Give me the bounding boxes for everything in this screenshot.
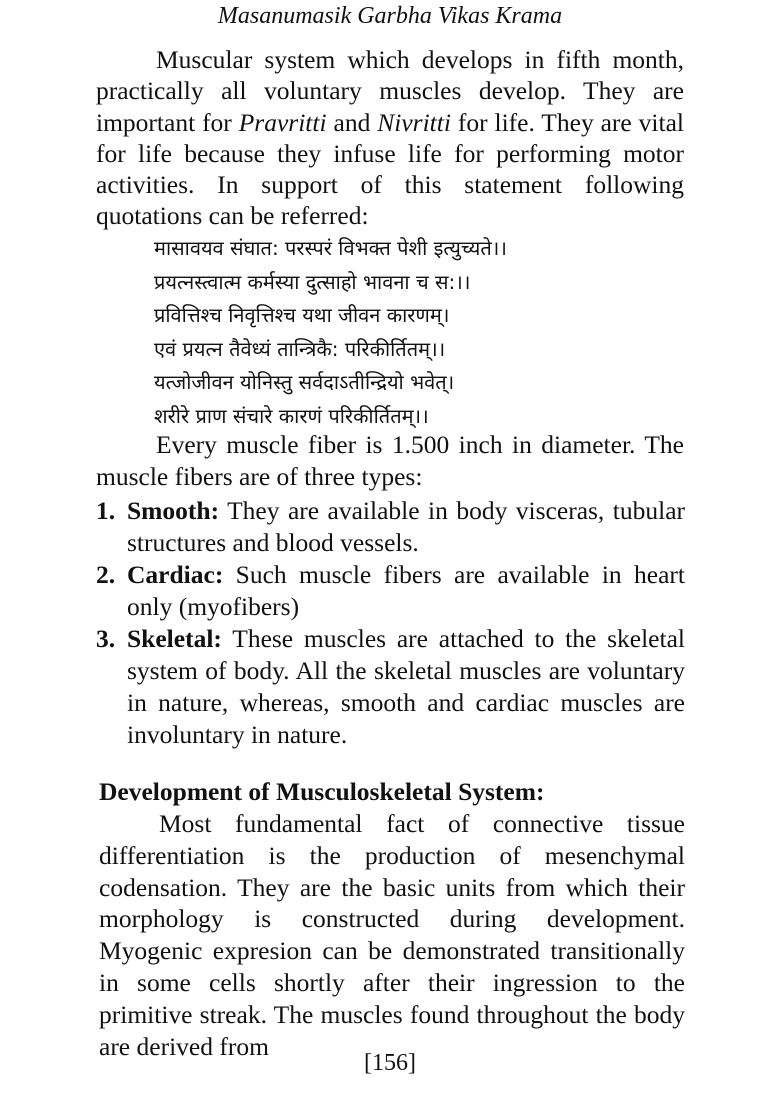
sanskrit-line: प्रवित्तिश्च निवृत्तिश्च यथा जीवन कारणम्। — [154, 303, 450, 327]
intro-paragraph — [96, 44, 684, 232]
intro-text-1: Muscular system which develops in fifth month, practically all voluntary muscles develop. They are important for — [96, 45, 684, 137]
sanskrit-line: मासावयव संघात: परस्परं विभक्त पेशी इत्युच्यते।। — [154, 236, 507, 260]
running-head: Masanumasik Garbha Vikas Krama — [217, 3, 563, 29]
list-term: Smooth: — [127, 496, 220, 525]
term-nivritti: Nivritti — [377, 107, 451, 137]
muscle-types-list — [96, 495, 685, 751]
sanskrit-quotation — [154, 232, 674, 433]
list-number: 2. — [96, 560, 116, 589]
list-number: 3. — [96, 624, 116, 653]
list-text: Such muscle fibers are available in heart only (myofibers) — [127, 560, 685, 621]
intro-text-3: for life. They are vital for life because they infuse life for performing motor activities. In support of this statement following quotations can be referred: — [96, 107, 684, 231]
list-text: These muscles are attached to the skeletal system of body. All the skeletal muscles are voluntary in nature, whereas, smooth and cardiac muscles are involuntary in nature. — [127, 624, 685, 749]
list-item — [96, 559, 685, 623]
fiber-paragraph: Every muscle fiber is 1.500 inch in diameter. The muscle fibers are of three types: — [96, 430, 684, 491]
sanskrit-line: प्रयत्नस्त्वात्म कर्मस्या दुत्साहो भावना च स:।। — [154, 269, 471, 294]
sanskrit-line: एवं प्रयत्न तैवेध्यं तान्त्रिकै: परिकीर्तितम्।। — [154, 336, 446, 361]
term-pravritti: Pravritti — [238, 107, 327, 137]
section-heading: Development of Musculoskeletal System: — [99, 777, 545, 806]
sanskrit-line: यत्जोजीवन योनिस्तु सर्वदाऽतीन्द्रियो भवेत्। — [154, 370, 455, 394]
page-number: [156] — [364, 1050, 416, 1076]
intro-text-2: and — [326, 107, 378, 137]
list-item — [96, 623, 685, 751]
list-number: 1. — [96, 496, 116, 525]
development-paragraph: Most fundamental fact of connective tissue differentiation is the production of mesenchymal codensation. They are the basic units from which their morphology is constructed during development. Myogenic expresion can be demonstrated transitionally in some cells shortly after their ingression to the primitive streak. The muscles found throughout the body are derived from — [99, 809, 685, 1061]
list-item — [96, 495, 685, 559]
list-text: They are available in body visceras, tubular structures and blood vessels. — [127, 496, 685, 557]
list-term: Cardiac: — [127, 560, 224, 589]
list-term: Skeletal: — [127, 624, 222, 653]
sanskrit-line: शरीरे प्राण संचारे कारणं परिकीर्तितम्।। — [154, 403, 429, 428]
